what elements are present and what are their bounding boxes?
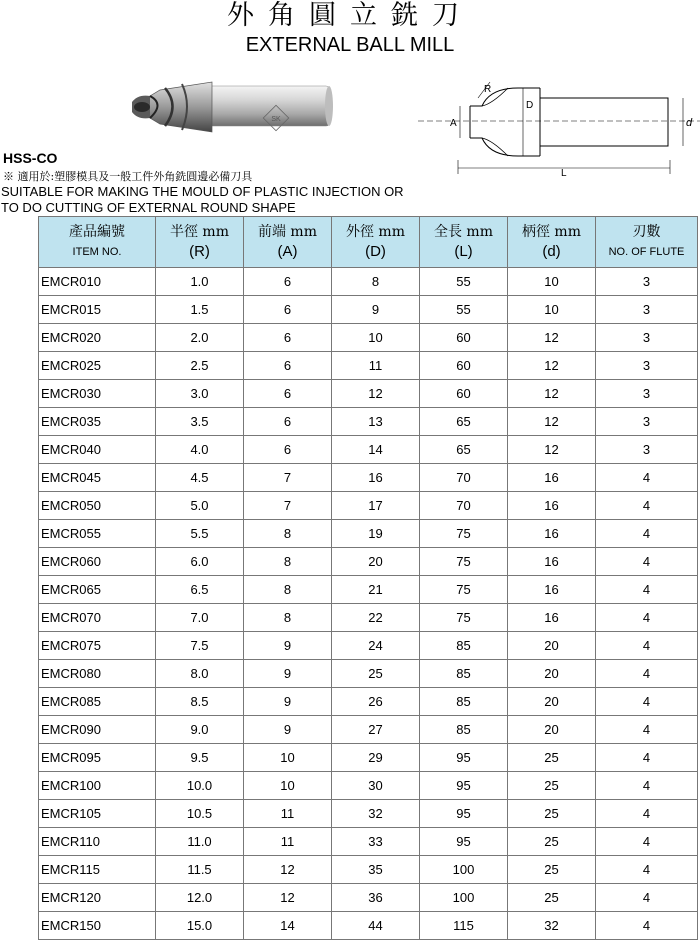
column-header-zh: 全長 mm <box>433 224 493 240</box>
cell-item-no: EMCR025 <box>39 352 156 380</box>
table-row <box>39 548 698 576</box>
cell-front: 12 <box>244 884 332 912</box>
cell-flutes: 4 <box>596 660 698 688</box>
cell-front: 14 <box>244 912 332 940</box>
cell-item-no: EMCR105 <box>39 800 156 828</box>
cell-outer-diameter: 35 <box>332 856 420 884</box>
page-title-chinese: 外角圓立銑刀 <box>227 0 473 31</box>
cell-front: 6 <box>244 436 332 464</box>
table-row <box>39 492 698 520</box>
column-header-radius <box>156 217 244 268</box>
cell-overall-length: 75 <box>420 548 508 576</box>
cell-outer-diameter: 19 <box>332 520 420 548</box>
cell-outer-diameter: 14 <box>332 436 420 464</box>
cell-shank-diameter: 10 <box>508 296 596 324</box>
cell-outer-diameter: 32 <box>332 800 420 828</box>
cell-flutes: 4 <box>596 800 698 828</box>
cell-outer-diameter: 22 <box>332 604 420 632</box>
column-header-en: ITEM NO. <box>72 246 122 258</box>
table-row <box>39 520 698 548</box>
cell-flutes: 3 <box>596 268 698 296</box>
table-row <box>39 912 698 940</box>
cell-front: 12 <box>244 856 332 884</box>
column-header-en: (d) <box>542 243 561 260</box>
cell-flutes: 4 <box>596 744 698 772</box>
cell-shank-diameter: 25 <box>508 772 596 800</box>
cell-front: 8 <box>244 548 332 576</box>
cell-shank-diameter: 25 <box>508 744 596 772</box>
cell-radius: 7.5 <box>156 632 244 660</box>
cell-item-no: EMCR095 <box>39 744 156 772</box>
cell-front: 7 <box>244 492 332 520</box>
cell-radius: 9.0 <box>156 716 244 744</box>
cell-outer-diameter: 44 <box>332 912 420 940</box>
table-row <box>39 268 698 296</box>
cell-outer-diameter: 33 <box>332 828 420 856</box>
cell-outer-diameter: 13 <box>332 408 420 436</box>
cell-flutes: 3 <box>596 352 698 380</box>
cell-item-no: EMCR010 <box>39 268 156 296</box>
cell-shank-diameter: 20 <box>508 660 596 688</box>
description-english-line-2: TO DO CUTTING OF EXTERNAL ROUND SHAPE <box>1 200 296 215</box>
cell-item-no: EMCR150 <box>39 912 156 940</box>
cell-flutes: 3 <box>596 296 698 324</box>
cell-front: 10 <box>244 744 332 772</box>
cell-flutes: 4 <box>596 492 698 520</box>
cell-overall-length: 100 <box>420 856 508 884</box>
cell-front: 9 <box>244 660 332 688</box>
cell-radius: 6.5 <box>156 576 244 604</box>
table-row <box>39 352 698 380</box>
cell-shank-diameter: 16 <box>508 464 596 492</box>
cell-item-no: EMCR085 <box>39 688 156 716</box>
column-header-en: (L) <box>454 243 473 260</box>
table-row <box>39 828 698 856</box>
cell-item-no: EMCR115 <box>39 856 156 884</box>
column-header-en: (D) <box>365 243 386 260</box>
cell-item-no: EMCR110 <box>39 828 156 856</box>
cell-item-no: EMCR120 <box>39 884 156 912</box>
cell-flutes: 4 <box>596 576 698 604</box>
cell-radius: 3.5 <box>156 408 244 436</box>
cell-item-no: EMCR020 <box>39 324 156 352</box>
cell-radius: 5.5 <box>156 520 244 548</box>
column-header-zh: 外徑 mm <box>345 224 405 240</box>
cell-outer-diameter: 21 <box>332 576 420 604</box>
cell-outer-diameter: 16 <box>332 464 420 492</box>
cell-overall-length: 70 <box>420 492 508 520</box>
cell-outer-diameter: 24 <box>332 632 420 660</box>
cell-shank-diameter: 25 <box>508 856 596 884</box>
cell-outer-diameter: 8 <box>332 268 420 296</box>
cell-flutes: 3 <box>596 324 698 352</box>
table-body <box>39 268 698 940</box>
cell-front: 6 <box>244 268 332 296</box>
table-row <box>39 604 698 632</box>
table-row <box>39 632 698 660</box>
cell-radius: 4.5 <box>156 464 244 492</box>
cell-item-no: EMCR080 <box>39 660 156 688</box>
cell-shank-diameter: 20 <box>508 716 596 744</box>
cell-item-no: EMCR015 <box>39 296 156 324</box>
drawing-label-d-shank: d <box>686 117 693 129</box>
table-row <box>39 324 698 352</box>
cell-overall-length: 65 <box>420 436 508 464</box>
table-row <box>39 436 698 464</box>
cell-shank-diameter: 16 <box>508 576 596 604</box>
cell-radius: 5.0 <box>156 492 244 520</box>
cell-flutes: 4 <box>596 828 698 856</box>
cell-front: 8 <box>244 520 332 548</box>
column-header-zh: 半徑 mm <box>169 224 229 240</box>
cell-item-no: EMCR060 <box>39 548 156 576</box>
cell-radius: 6.0 <box>156 548 244 576</box>
cell-flutes: 4 <box>596 464 698 492</box>
cell-front: 6 <box>244 324 332 352</box>
cell-front: 6 <box>244 296 332 324</box>
cell-radius: 11.5 <box>156 856 244 884</box>
column-header-front <box>244 217 332 268</box>
cell-radius: 4.0 <box>156 436 244 464</box>
cell-shank-diameter: 32 <box>508 912 596 940</box>
cell-item-no: EMCR075 <box>39 632 156 660</box>
spec-table <box>38 216 698 940</box>
cell-shank-diameter: 10 <box>508 268 596 296</box>
cell-shank-diameter: 16 <box>508 548 596 576</box>
table-row <box>39 660 698 688</box>
cell-flutes: 4 <box>596 856 698 884</box>
cell-shank-diameter: 20 <box>508 688 596 716</box>
description-english-line-1: SUITABLE FOR MAKING THE MOULD OF PLASTIC INJECTION OR <box>1 184 404 199</box>
cell-flutes: 4 <box>596 772 698 800</box>
cell-outer-diameter: 25 <box>332 660 420 688</box>
cell-front: 8 <box>244 604 332 632</box>
table-row <box>39 884 698 912</box>
cell-flutes: 4 <box>596 716 698 744</box>
table-row <box>39 464 698 492</box>
table-row <box>39 744 698 772</box>
cell-radius: 12.0 <box>156 884 244 912</box>
cell-outer-diameter: 20 <box>332 548 420 576</box>
cell-outer-diameter: 27 <box>332 716 420 744</box>
product-photo <box>120 74 335 144</box>
cell-shank-diameter: 20 <box>508 632 596 660</box>
cell-front: 6 <box>244 408 332 436</box>
cell-item-no: EMCR065 <box>39 576 156 604</box>
column-header-item-no <box>39 217 156 268</box>
cell-front: 6 <box>244 380 332 408</box>
cell-outer-diameter: 36 <box>332 884 420 912</box>
cell-overall-length: 85 <box>420 716 508 744</box>
cell-item-no: EMCR070 <box>39 604 156 632</box>
column-header-outer-diameter <box>332 217 420 268</box>
cell-outer-diameter: 9 <box>332 296 420 324</box>
cell-shank-diameter: 25 <box>508 828 596 856</box>
drawing-label-a: A <box>450 118 457 129</box>
cell-radius: 1.5 <box>156 296 244 324</box>
cell-radius: 10.0 <box>156 772 244 800</box>
cell-flutes: 4 <box>596 912 698 940</box>
column-header-en: NO. OF FLUTE <box>608 246 685 258</box>
cell-front: 6 <box>244 352 332 380</box>
cell-outer-diameter: 29 <box>332 744 420 772</box>
description-english <box>1 184 441 216</box>
cell-shank-diameter: 12 <box>508 352 596 380</box>
description-chinese: ※ 適用於:塑膠模具及一般工件外角銑圓邊必備刀具 <box>3 170 253 183</box>
cell-radius: 3.0 <box>156 380 244 408</box>
cell-flutes: 3 <box>596 380 698 408</box>
drawing-label-d-outer: D <box>526 100 534 111</box>
cell-flutes: 4 <box>596 548 698 576</box>
table-row <box>39 856 698 884</box>
cell-overall-length: 55 <box>420 268 508 296</box>
cell-overall-length: 100 <box>420 884 508 912</box>
cell-shank-diameter: 16 <box>508 520 596 548</box>
cell-overall-length: 75 <box>420 520 508 548</box>
cell-overall-length: 70 <box>420 464 508 492</box>
cell-overall-length: 95 <box>420 800 508 828</box>
cell-flutes: 4 <box>596 604 698 632</box>
cell-outer-diameter: 12 <box>332 380 420 408</box>
cell-shank-diameter: 25 <box>508 800 596 828</box>
cell-overall-length: 115 <box>420 912 508 940</box>
cell-front: 10 <box>244 772 332 800</box>
cell-flutes: 3 <box>596 408 698 436</box>
cell-item-no: EMCR035 <box>39 408 156 436</box>
table-row <box>39 576 698 604</box>
cell-overall-length: 95 <box>420 744 508 772</box>
cell-front: 11 <box>244 800 332 828</box>
cell-outer-diameter: 26 <box>332 688 420 716</box>
cell-overall-length: 60 <box>420 324 508 352</box>
cell-item-no: EMCR050 <box>39 492 156 520</box>
drawing-label-r: R <box>484 84 492 95</box>
column-header-zh: 柄徑 mm <box>521 224 581 240</box>
cell-shank-diameter: 12 <box>508 408 596 436</box>
table-row <box>39 380 698 408</box>
cell-outer-diameter: 10 <box>332 324 420 352</box>
table-row <box>39 800 698 828</box>
column-header-flutes <box>596 217 698 268</box>
cell-outer-diameter: 11 <box>332 352 420 380</box>
cell-radius: 1.0 <box>156 268 244 296</box>
cell-shank-diameter: 12 <box>508 380 596 408</box>
cell-overall-length: 55 <box>420 296 508 324</box>
cell-shank-diameter: 12 <box>508 324 596 352</box>
photo-marking: SK <box>271 116 281 123</box>
cell-item-no: EMCR040 <box>39 436 156 464</box>
cell-shank-diameter: 16 <box>508 604 596 632</box>
cell-overall-length: 85 <box>420 632 508 660</box>
cell-flutes: 4 <box>596 632 698 660</box>
cell-flutes: 3 <box>596 436 698 464</box>
cell-overall-length: 95 <box>420 772 508 800</box>
cell-outer-diameter: 17 <box>332 492 420 520</box>
cell-radius: 9.5 <box>156 744 244 772</box>
cell-overall-length: 75 <box>420 576 508 604</box>
drawing-label-l: L <box>561 168 567 178</box>
column-header-en: (A) <box>277 243 298 260</box>
cell-overall-length: 60 <box>420 352 508 380</box>
cell-radius: 10.5 <box>156 800 244 828</box>
cell-overall-length: 60 <box>420 380 508 408</box>
column-header-en: (R) <box>189 243 210 260</box>
page-title-english: EXTERNAL BALL MILL <box>245 34 455 56</box>
cell-front: 9 <box>244 632 332 660</box>
cell-front: 11 <box>244 828 332 856</box>
cell-item-no: EMCR030 <box>39 380 156 408</box>
cell-overall-length: 65 <box>420 408 508 436</box>
cell-flutes: 4 <box>596 688 698 716</box>
cell-radius: 2.0 <box>156 324 244 352</box>
cell-radius: 11.0 <box>156 828 244 856</box>
table-row <box>39 296 698 324</box>
cell-outer-diameter: 30 <box>332 772 420 800</box>
cell-shank-diameter: 16 <box>508 492 596 520</box>
cell-radius: 2.5 <box>156 352 244 380</box>
cell-item-no: EMCR055 <box>39 520 156 548</box>
cell-item-no: EMCR090 <box>39 716 156 744</box>
dimension-drawing <box>418 78 700 178</box>
cell-overall-length: 95 <box>420 828 508 856</box>
column-header-zh: 產品編號 <box>69 224 125 240</box>
column-header-zh: 刃數 <box>632 224 661 240</box>
cell-radius: 8.5 <box>156 688 244 716</box>
table-row <box>39 408 698 436</box>
cell-front: 9 <box>244 716 332 744</box>
table-header-row <box>39 217 698 268</box>
cell-shank-diameter: 12 <box>508 436 596 464</box>
cell-front: 7 <box>244 464 332 492</box>
cell-flutes: 4 <box>596 520 698 548</box>
cell-item-no: EMCR100 <box>39 772 156 800</box>
cell-shank-diameter: 25 <box>508 884 596 912</box>
cell-overall-length: 85 <box>420 660 508 688</box>
column-header-shank-diameter <box>508 217 596 268</box>
cell-overall-length: 75 <box>420 604 508 632</box>
material-grade: HSS-CO <box>3 150 58 166</box>
cell-front: 8 <box>244 576 332 604</box>
cell-item-no: EMCR045 <box>39 464 156 492</box>
cell-radius: 7.0 <box>156 604 244 632</box>
cell-overall-length: 85 <box>420 688 508 716</box>
table-row <box>39 716 698 744</box>
cell-flutes: 4 <box>596 884 698 912</box>
table-row <box>39 688 698 716</box>
cell-radius: 8.0 <box>156 660 244 688</box>
cell-radius: 15.0 <box>156 912 244 940</box>
column-header-overall-length <box>420 217 508 268</box>
table-row <box>39 772 698 800</box>
cell-front: 9 <box>244 688 332 716</box>
column-header-zh: 前端 mm <box>257 224 317 240</box>
